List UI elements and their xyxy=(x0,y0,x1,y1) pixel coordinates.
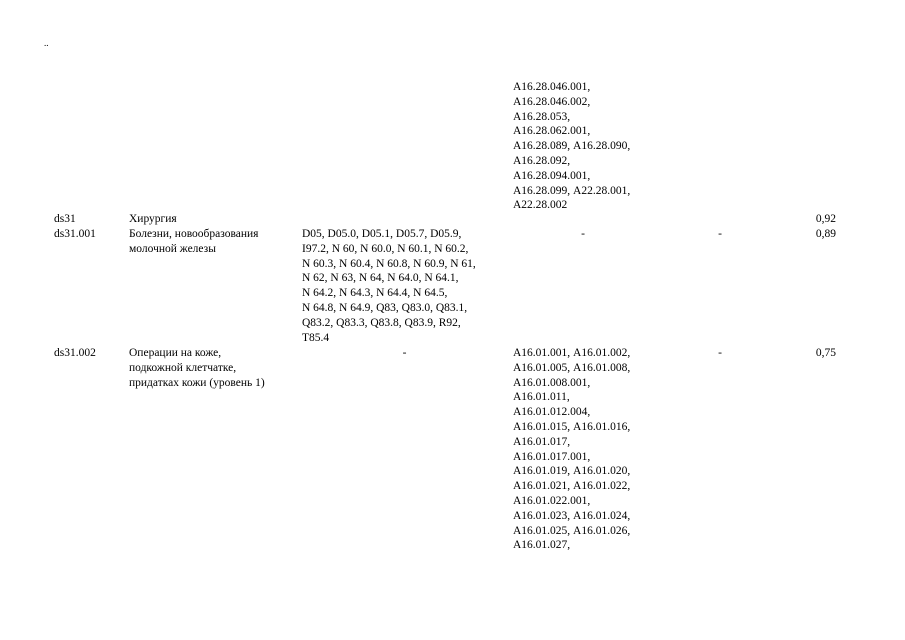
coefficient-cell: 0,89 xyxy=(815,228,836,240)
service-code-line: А16.01.027, xyxy=(513,539,571,552)
service-code-line: А16.01.019, А16.01.020, xyxy=(513,465,631,478)
service-code-line: А16.01.025, А16.01.026, xyxy=(513,524,631,537)
group-name-cell xyxy=(129,212,301,227)
diagnosis-code-line: N 62, N 63, N 64, N 64.0, N 64.1, xyxy=(302,272,459,285)
group-name-line: Болезни, новообразования xyxy=(129,228,259,240)
group-code-cell: ds31 xyxy=(54,213,76,225)
service-code-line: А16.28.046.001, xyxy=(513,81,591,93)
other-criteria-cell: - xyxy=(718,228,722,240)
group-name-line: Операции на коже, xyxy=(129,347,222,359)
services-cell xyxy=(513,346,663,553)
service-code-line: А16.01.005, А16.01.008, xyxy=(513,361,631,374)
diagnosis-code-line: D05, D05.0, D05.1, D05.7, D05.9, xyxy=(302,228,462,240)
service-code-line: А16.01.008.001, xyxy=(513,376,591,389)
group-code-cell: ds31.001 xyxy=(54,228,96,240)
service-code-line: А16.28.099, А22.28.001, xyxy=(513,184,631,197)
service-code-line: А16.01.017.001, xyxy=(513,450,591,463)
service-code-line: А16.01.021, А16.01.022, xyxy=(513,480,631,493)
services-cell: - xyxy=(581,228,585,240)
service-code-line: А16.01.015, А16.01.016, xyxy=(513,420,631,433)
service-code-line: А16.01.017, xyxy=(513,435,571,448)
service-code-line: А16.01.011, xyxy=(513,391,570,404)
service-code-line: А16.28.094.001, xyxy=(513,169,591,182)
diagnosis-code-line: N 60.3, N 60.4, N 60.8, N 60.9, N 61, xyxy=(302,257,476,270)
service-code-line: А16.28.062.001, xyxy=(513,125,591,138)
service-code-line: А16.01.022.001, xyxy=(513,494,591,507)
diagnoses-cell xyxy=(302,227,507,345)
diagnosis-code-line: T85.4 xyxy=(302,331,330,344)
service-code-line: А16.01.012.004, xyxy=(513,406,591,419)
service-code-line: А16.28.046.002, xyxy=(513,95,591,108)
diagnosis-code-line: Q83.2, Q83.3, Q83.8, Q83.9, R92, xyxy=(302,316,461,329)
diagnosis-code-line: I97.2, N 60, N 60.0, N 60.1, N 60.2, xyxy=(302,242,469,255)
coefficient-cell: 0,92 xyxy=(815,213,836,225)
service-code-line: А16.01.001, А16.01.002, xyxy=(513,347,631,359)
service-code-line: А16.01.023, А16.01.024, xyxy=(513,509,631,522)
group-name-cell xyxy=(129,227,301,257)
page-header-mark: .. xyxy=(44,38,49,48)
service-code-line: А16.28.089, А16.28.090, xyxy=(513,140,631,153)
group-name-line: придатках кожи (уровень 1) xyxy=(129,376,265,389)
group-code-cell: ds31.002 xyxy=(54,347,96,359)
group-name-line: молочной железы xyxy=(129,242,216,255)
continuation-services-cell xyxy=(513,80,663,213)
diagnoses-cell: - xyxy=(402,347,407,359)
service-code-line: А16.28.092, xyxy=(513,154,571,167)
group-name-cell xyxy=(129,346,301,390)
coefficient-cell: 0,75 xyxy=(815,347,836,359)
diagnosis-code-line: N 64.2, N 64.3, N 64.4, N 64.5, xyxy=(302,287,448,300)
other-criteria-cell: - xyxy=(718,347,722,359)
service-code-line: А22.28.002 xyxy=(513,199,568,212)
group-name-line: подкожной клетчатке, xyxy=(129,361,237,374)
diagnosis-code-line: N 64.8, N 64.9, Q83, Q83.0, Q83.1, xyxy=(302,301,468,314)
group-name-line: Хирургия xyxy=(129,213,177,225)
service-code-line: А16.28.053, xyxy=(513,110,571,123)
